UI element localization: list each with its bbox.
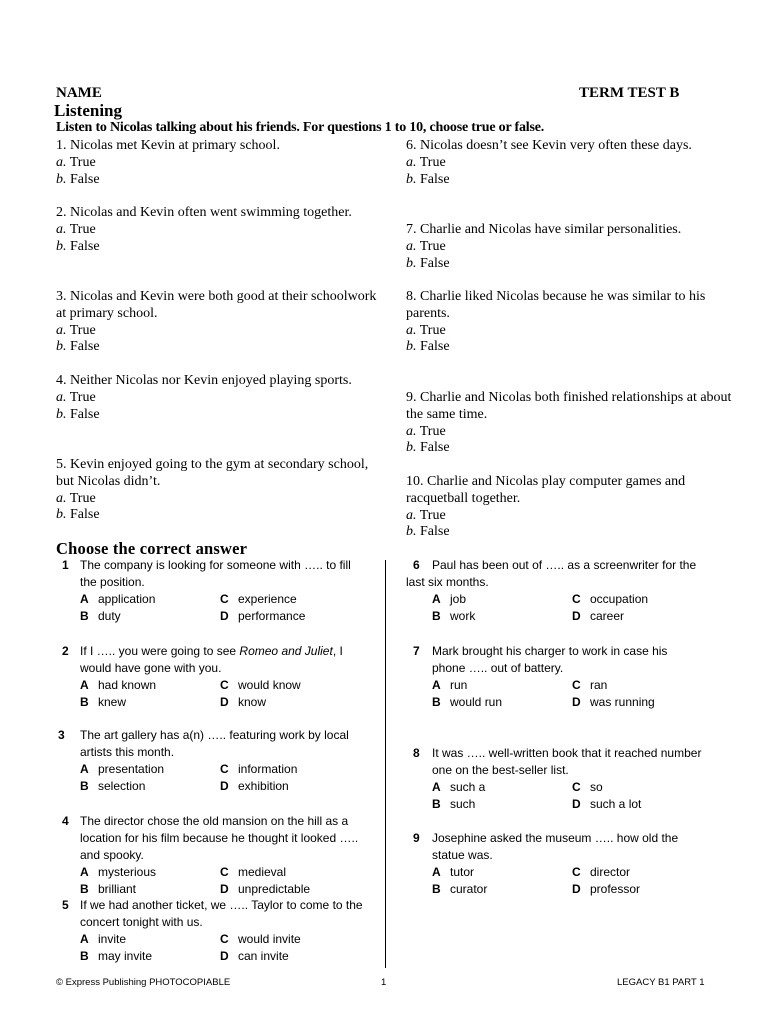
option-letter: A <box>432 678 441 692</box>
option-text: so <box>590 780 603 794</box>
question-number: 2 <box>62 644 69 658</box>
option-text: True <box>419 507 446 523</box>
option-letter: C <box>572 592 581 606</box>
option-text: exhibition <box>238 779 289 793</box>
true-option[interactable] <box>406 323 736 340</box>
option-letter: b. <box>56 171 67 187</box>
option-letter: b. <box>56 507 67 523</box>
question-number: 8 <box>413 746 420 760</box>
answer-option-d[interactable] <box>572 608 624 625</box>
option-letter: A <box>432 780 441 794</box>
option-text: True <box>69 322 96 338</box>
option-text: False <box>420 255 450 271</box>
question-text: 9. Charlie and Nicolas both finished relationships at about the same time. <box>406 390 732 422</box>
option-letter: C <box>220 762 229 776</box>
answer-option-b[interactable] <box>80 948 152 965</box>
answer-option-c[interactable] <box>572 677 607 694</box>
option-text: ran <box>590 678 608 692</box>
option-text: presentation <box>98 762 165 776</box>
option-text: career <box>590 609 625 623</box>
question-stem: It was ….. well-written book that it reached number one on the best-seller list. <box>432 746 702 777</box>
option-letter: b. <box>406 524 417 540</box>
stem-part: , I would have gone with you. <box>80 644 343 675</box>
question-number: 1 <box>62 558 69 572</box>
true-option[interactable] <box>406 155 736 172</box>
option-text: work <box>450 609 476 623</box>
option-letter: A <box>80 932 89 946</box>
option-letter: a. <box>406 423 417 439</box>
question-stem: Paul has been out of ….. as a screenwriter for the last six months. <box>406 558 697 589</box>
question-text: 7. Charlie and Nicolas have similar personalities. <box>406 222 682 237</box>
option-text: False <box>70 406 100 422</box>
option-letter: A <box>432 592 441 606</box>
option-letter: b. <box>56 339 67 355</box>
answer-option-b[interactable] <box>80 881 136 898</box>
answer-option-d[interactable] <box>220 881 310 898</box>
option-text: False <box>420 171 450 187</box>
false-option[interactable] <box>56 507 386 524</box>
answer-option-d[interactable] <box>572 694 655 711</box>
answer-option-b[interactable] <box>80 694 126 711</box>
answer-option-d[interactable] <box>220 608 305 625</box>
option-text: knew <box>98 695 127 709</box>
option-letter: a. <box>56 389 67 405</box>
option-letter: a. <box>406 238 417 254</box>
option-letter: D <box>572 695 581 709</box>
option-text: application <box>98 592 156 606</box>
question-text: 6. Nicolas doesn’t see Kevin very often these days. <box>406 138 692 153</box>
true-option[interactable] <box>406 239 736 256</box>
option-letter: b. <box>406 440 417 456</box>
question-number: 6 <box>413 558 420 572</box>
option-letter: B <box>80 609 89 623</box>
answer-option-d[interactable] <box>220 948 289 965</box>
answer-option-c[interactable] <box>220 761 297 778</box>
question-stem: The art gallery has a(n) ….. featuring work by local artists this month. <box>80 728 349 759</box>
option-text: performance <box>238 609 306 623</box>
listening-question-9 <box>406 390 736 457</box>
option-text: True <box>69 221 96 237</box>
option-text: True <box>419 154 446 170</box>
option-text: can invite <box>238 949 289 963</box>
listening-question-3 <box>56 289 386 356</box>
false-option[interactable] <box>56 407 386 424</box>
option-letter: a. <box>56 322 67 338</box>
option-letter: C <box>220 865 229 879</box>
option-text: curator <box>450 882 488 896</box>
option-text: tutor <box>450 865 475 879</box>
answer-option-c[interactable] <box>220 864 286 881</box>
option-text: True <box>419 238 446 254</box>
true-option[interactable] <box>56 491 386 508</box>
listening-question-7 <box>406 222 736 272</box>
false-option[interactable] <box>406 339 736 356</box>
option-letter: A <box>432 865 441 879</box>
question-number: 5 <box>62 898 69 912</box>
option-text: director <box>590 865 631 879</box>
name-label: NAME <box>56 85 102 101</box>
option-text: information <box>238 762 298 776</box>
option-letter: C <box>220 932 229 946</box>
answer-option-d[interactable] <box>220 694 266 711</box>
question-stem <box>80 643 370 677</box>
option-letter: a. <box>406 322 417 338</box>
question-number: 7 <box>413 644 420 658</box>
option-text: would run <box>450 695 503 709</box>
answer-option-b[interactable] <box>432 694 502 711</box>
answer-option-d[interactable] <box>220 778 289 795</box>
option-text: False <box>70 171 100 187</box>
true-option[interactable] <box>406 424 736 441</box>
answer-option-c[interactable] <box>220 591 297 608</box>
option-text: invite <box>98 932 127 946</box>
option-text: such a <box>450 780 486 794</box>
option-text: was running <box>590 695 655 709</box>
option-text: run <box>450 678 468 692</box>
option-text: occupation <box>590 592 649 606</box>
question-number: 4 <box>62 814 69 828</box>
option-letter: b. <box>406 171 417 187</box>
option-text: True <box>69 389 96 405</box>
answer-option-b[interactable] <box>432 881 487 898</box>
answer-option-c[interactable] <box>220 931 301 948</box>
option-letter: a. <box>56 221 67 237</box>
question-stem: The company is looking for someone with ….. to fill the position. <box>80 558 351 589</box>
option-text: False <box>420 524 450 540</box>
question-stem: Josephine asked the museum ….. how old the statue was. <box>432 831 679 862</box>
answer-option-a[interactable] <box>80 864 156 881</box>
question-text: 8. Charlie liked Nicolas because he was similar to his parents. <box>406 289 706 321</box>
listening-question-5 <box>56 457 386 524</box>
option-text: such <box>450 797 476 811</box>
question-text: 4. Neither Nicolas nor Kevin enjoyed playing sports. <box>56 373 352 388</box>
option-letter: b. <box>406 339 417 355</box>
option-letter: B <box>432 882 441 896</box>
option-text: unpredictable <box>238 882 311 896</box>
option-text: False <box>420 339 450 355</box>
question-number: 3 <box>58 728 65 742</box>
option-letter: D <box>220 949 229 963</box>
answer-option-a[interactable] <box>432 591 466 608</box>
option-text: False <box>70 507 100 523</box>
option-letter: D <box>220 695 229 709</box>
option-text: job <box>450 592 467 606</box>
question-stem: The director chose the old mansion on the hill as a location for his film because he thought it looked ….. and spooky. <box>80 814 359 862</box>
question-text: 3. Nicolas and Kevin were both good at their schoolwork at primary school. <box>56 289 377 321</box>
option-letter: C <box>572 865 581 879</box>
option-letter: a. <box>406 154 417 170</box>
true-option[interactable] <box>406 508 736 525</box>
option-letter: A <box>80 865 89 879</box>
option-letter: B <box>80 695 89 709</box>
footer-book-title: LEGACY B1 PART 1 <box>617 977 705 988</box>
option-letter: a. <box>56 154 67 170</box>
answer-option-d[interactable] <box>572 881 640 898</box>
false-option[interactable] <box>406 524 736 541</box>
option-text: True <box>419 423 446 439</box>
answer-option-b[interactable] <box>80 778 145 795</box>
answer-option-a[interactable] <box>80 677 156 694</box>
false-option[interactable] <box>406 172 736 189</box>
listening-question-8 <box>406 289 736 356</box>
answer-option-a[interactable] <box>80 931 126 948</box>
option-letter: B <box>432 609 441 623</box>
stem-part: Romeo and Juliet <box>239 644 333 658</box>
option-letter: A <box>80 678 89 692</box>
option-letter: b. <box>56 406 67 422</box>
option-letter: B <box>80 882 89 896</box>
option-letter: A <box>80 592 89 606</box>
answer-option-c[interactable] <box>572 779 603 796</box>
option-text: professor <box>590 882 641 896</box>
option-letter: C <box>572 780 581 794</box>
option-letter: B <box>432 695 441 709</box>
option-letter: D <box>572 882 581 896</box>
option-letter: C <box>572 678 581 692</box>
option-text: True <box>69 490 96 506</box>
false-option[interactable] <box>56 172 386 189</box>
option-letter: D <box>572 609 581 623</box>
choose-heading: Choose the correct answer <box>56 539 248 558</box>
false-option[interactable] <box>56 339 386 356</box>
option-text: True <box>419 322 446 338</box>
answer-option-b[interactable] <box>80 608 121 625</box>
question-text: 1. Nicolas met Kevin at primary school. <box>56 138 280 153</box>
footer-page-number: 1 <box>381 977 387 988</box>
answer-option-a[interactable] <box>432 864 474 881</box>
option-letter: C <box>220 678 229 692</box>
option-letter: D <box>220 609 229 623</box>
question-text: 5. Kevin enjoyed going to the gym at secondary school, but Nicolas didn’t. <box>56 457 369 489</box>
false-option[interactable] <box>406 440 736 457</box>
true-option[interactable] <box>56 323 386 340</box>
option-text: False <box>420 440 450 456</box>
answer-option-c[interactable] <box>220 677 301 694</box>
false-option[interactable] <box>406 256 736 273</box>
option-text: would invite <box>238 932 301 946</box>
option-letter: B <box>80 949 89 963</box>
true-option[interactable] <box>56 222 386 239</box>
option-text: medieval <box>238 865 287 879</box>
answer-option-d[interactable] <box>572 796 641 813</box>
option-letter: D <box>572 797 581 811</box>
option-letter: B <box>80 779 89 793</box>
option-text: such a lot <box>590 797 642 811</box>
option-text: brilliant <box>98 882 137 896</box>
option-letter: B <box>432 797 441 811</box>
listening-heading: Listening <box>54 101 123 120</box>
listening-instructions: Listen to Nicolas talking about his friends. For questions 1 to 10, choose true or false. <box>56 120 545 135</box>
option-letter: a. <box>406 507 417 523</box>
true-option[interactable] <box>56 155 386 172</box>
question-text: 10. Charlie and Nicolas play computer games and racquetball together. <box>406 474 686 506</box>
option-letter: C <box>220 592 229 606</box>
answer-option-c[interactable] <box>572 591 648 608</box>
answer-option-a[interactable] <box>432 677 467 694</box>
option-letter: b. <box>406 255 417 271</box>
option-text: mysterious <box>98 865 157 879</box>
true-option[interactable] <box>56 390 386 407</box>
answer-option-b[interactable] <box>432 608 475 625</box>
option-letter: D <box>220 779 229 793</box>
listening-question-4 <box>56 373 386 423</box>
listening-question-10 <box>406 474 736 541</box>
option-text: experience <box>238 592 297 606</box>
column-divider <box>385 560 386 968</box>
option-letter: b. <box>56 238 67 254</box>
question-text: 2. Nicolas and Kevin often went swimming together. <box>56 205 352 220</box>
false-option[interactable] <box>56 239 386 256</box>
footer-copyright: © Express Publishing PHOTOCOPIABLE <box>56 977 231 988</box>
listening-question-1 <box>56 138 386 188</box>
question-stem: If we had another ticket, we ….. Taylor to come to the concert tonight with us. <box>80 898 363 929</box>
test-title: TERM TEST B <box>579 85 680 101</box>
option-text: would know <box>238 678 301 692</box>
question-stem: Mark brought his charger to work in case his phone ….. out of battery. <box>432 644 668 675</box>
answer-option-a[interactable] <box>432 779 485 796</box>
option-letter: D <box>220 882 229 896</box>
option-text: duty <box>98 609 121 623</box>
answer-option-b[interactable] <box>432 796 475 813</box>
option-text: know <box>238 695 267 709</box>
listening-question-2 <box>56 205 386 255</box>
option-text: had known <box>98 678 157 692</box>
option-letter: a. <box>56 490 67 506</box>
option-text: False <box>70 339 100 355</box>
option-text: selection <box>98 779 146 793</box>
listening-question-6 <box>406 138 736 188</box>
answer-option-a[interactable] <box>80 761 164 778</box>
answer-option-a[interactable] <box>80 591 155 608</box>
option-letter: A <box>80 762 89 776</box>
question-number: 9 <box>413 831 420 845</box>
option-text: may invite <box>98 949 153 963</box>
option-text: True <box>69 154 96 170</box>
stem-part: If I ….. you were going to see <box>80 644 240 658</box>
option-text: False <box>70 238 100 254</box>
answer-option-c[interactable] <box>572 864 630 881</box>
